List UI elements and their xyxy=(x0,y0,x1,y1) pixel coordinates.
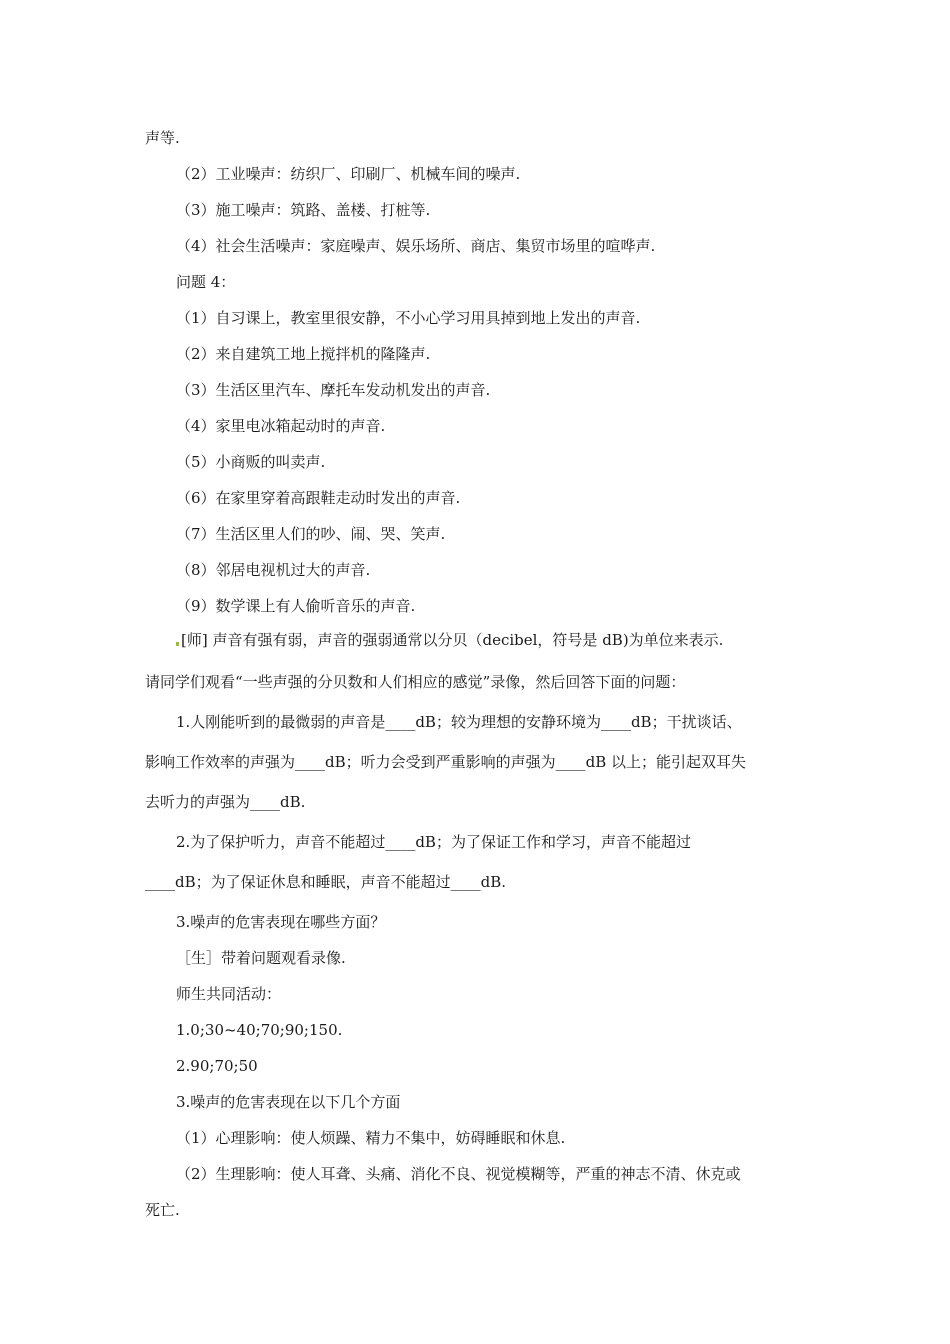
text-line: 去听力的声强为____dB. xyxy=(145,793,306,811)
text-line: （3）生活区里汽车、摩托车发动机发出的声音. xyxy=(176,381,491,399)
text-line: （2）来自建筑工地上搅拌机的隆隆声. xyxy=(176,345,431,363)
text-line: 1.人刚能听到的最微弱的声音是____dB；较为理想的安静环境为____dB；干扰谈话、 xyxy=(176,713,742,731)
text-line: （8）邻居电视机过大的声音. xyxy=(176,561,371,579)
margin-marker xyxy=(176,642,179,646)
text-line: 3.噪声的危害表现在哪些方面？ xyxy=(176,913,386,931)
text-line: （2）生理影响：使人耳聋、头痛、消化不良、视觉模糊等，严重的神志不清、休克或 xyxy=(176,1165,741,1183)
text-line: 声等. xyxy=(145,129,180,147)
text-line: 2.为了保护听力，声音不能超过____dB；为了保证工作和学习，声音不能超过 xyxy=(176,833,691,851)
text-line: 1.0;30~40;70;90;150. xyxy=(176,1021,343,1039)
text-line: 2.90;70;50 xyxy=(176,1057,258,1075)
text-line: 请同学们观看“一些声强的分贝数和人们相应的感觉”录像，然后回答下面的问题： xyxy=(145,673,686,691)
text-line: （5）小商贩的叫卖声. xyxy=(176,453,326,471)
text-line: （9）数学课上有人偷听音乐的声音. xyxy=(176,597,416,615)
text-span: [师] 声音有强有弱，声音的强弱通常以分贝（decibel，符号是 dB)为单位来表示. xyxy=(181,631,724,649)
text-line: （7）生活区里人们的吵、闹、哭、笑声. xyxy=(176,525,446,543)
text-line: （1）自习课上，教室里很安静，不小心学习用具掉到地上发出的声音. xyxy=(176,309,641,327)
text-line: 3.噪声的危害表现在以下几个方面 xyxy=(176,1093,401,1111)
text-line: （4）家里电冰箱起动时的声音. xyxy=(176,417,386,435)
text-line-with-marker xyxy=(0,630,950,650)
text-line: 问题 4： xyxy=(176,273,236,291)
text-line: ［生］带着问题观看录像. xyxy=(176,949,346,967)
text-line: （1）心理影响：使人烦躁、精力不集中，妨碍睡眠和休息. xyxy=(176,1129,566,1147)
text-line: （4）社会生活噪声：家庭噪声、娱乐场所、商店、集贸市场里的喧哗声. xyxy=(176,237,656,255)
text-line: （3）施工噪声：筑路、盖楼、打桩等. xyxy=(176,201,431,219)
text-line: 死亡. xyxy=(145,1201,180,1219)
text-line: 影响工作效率的声强为____dB；听力会受到严重影响的声强为____dB 以上；能引起双耳失 xyxy=(145,753,747,771)
text-line: （2）工业噪声：纺织厂、印刷厂、机械车间的噪声. xyxy=(176,165,521,183)
text-line: 师生共同活动： xyxy=(176,985,282,1003)
text-line: ____dB；为了保证休息和睡眠，声音不能超过____dB. xyxy=(145,873,507,891)
text-line: （6）在家里穿着高跟鞋走动时发出的声音. xyxy=(176,489,461,507)
